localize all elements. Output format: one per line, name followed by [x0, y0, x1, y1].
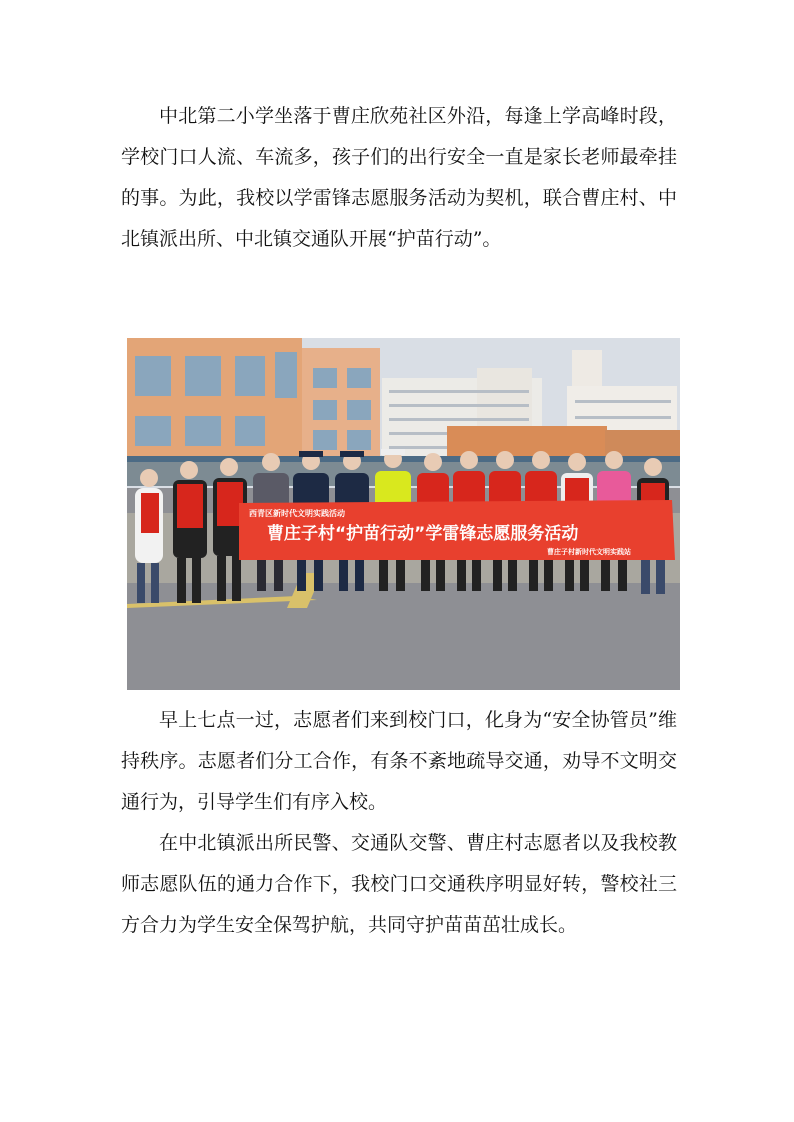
- group-photo: [127, 338, 680, 690]
- banner-main-text: 曹庄子村“护苗行动”学雷锋志愿服务活动: [267, 524, 579, 544]
- paragraph-cooperation: 在中北镇派出所民警、交通队交警、曹庄村志愿者以及我校教师志愿队伍的通力合作下，我校门口交通秩序明显好转，警校社三方合力为学生安全保驾护航，共同守护苗苗茁壮成长。: [121, 832, 677, 936]
- banner-top-text: 西青区新时代文明实践活动: [249, 509, 345, 518]
- group-photo-illustration: [127, 338, 680, 690]
- banner-bottom-text: 曹庄子村新时代文明实践站: [547, 548, 631, 556]
- paragraph-volunteers: 早上七点一过，志愿者们来到校门口，化身为“安全协管员”维持秩序。志愿者们分工合作，有条不紊地疏导交通，劝导不文明交通行为，引导学生们有序入校。: [121, 709, 677, 813]
- paragraph-intro: 中北第二小学坐落于曹庄欣苑社区外沿，每逢上学高峰时段，学校门口人流、车流多，孩子们的出行安全一直是家长老师最牵挂的事。为此，我校以学雷锋志愿服务活动为契机，联合曹庄村、中北镇派出所、中北镇交通队开展“护苗行动”。: [121, 105, 677, 250]
